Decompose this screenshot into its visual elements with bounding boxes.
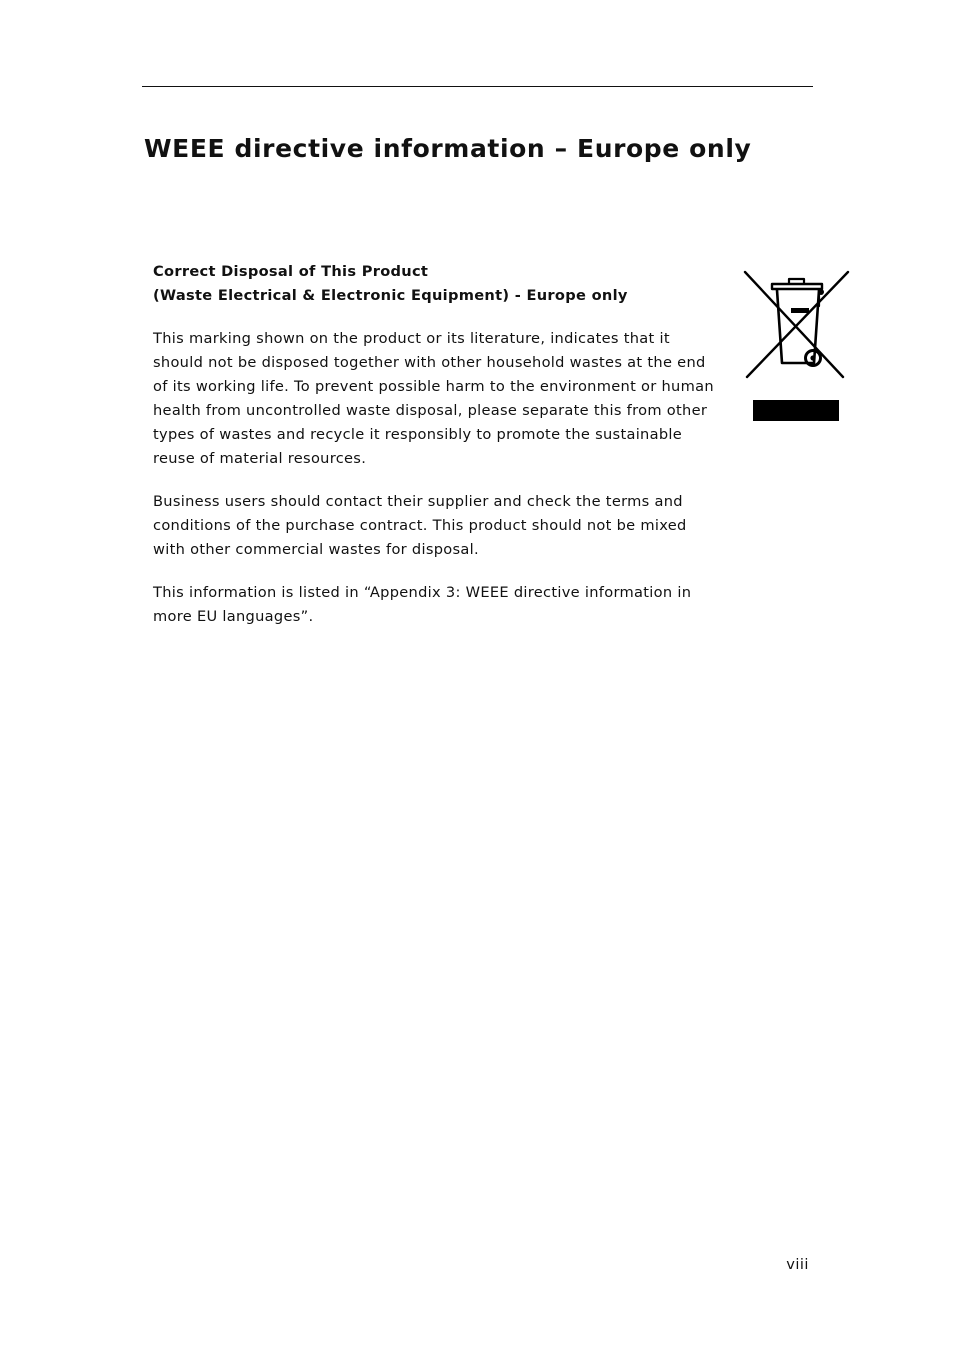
paragraph-line: Business users should contact their supplier and check the terms and bbox=[153, 493, 683, 510]
paragraph-line: of its working life. To prevent possible harm to the environment or human bbox=[153, 378, 714, 395]
section-heading-line-2: (Waste Electrical & Electronic Equipment) - Europe only bbox=[153, 287, 628, 304]
weee-black-bar bbox=[753, 400, 839, 421]
paragraph-line: This marking shown on the product or its literature, indicates that it bbox=[153, 330, 670, 347]
paragraph-marking bbox=[153, 327, 723, 471]
paragraph-line: more EU languages”. bbox=[153, 608, 314, 625]
paragraph-business-users bbox=[153, 490, 723, 562]
paragraph-line: with other commercial wastes for disposal. bbox=[153, 541, 479, 558]
paragraph-line: should not be disposed together with other household wastes at the end bbox=[153, 354, 706, 371]
paragraph-line: health from uncontrolled waste disposal, please separate this from other bbox=[153, 402, 708, 419]
crossed-out-wheelie-bin-icon bbox=[742, 268, 850, 380]
paragraph-line: conditions of the purchase contract. This product should not be mixed bbox=[153, 517, 687, 534]
paragraph-line: types of wastes and recycle it responsibly to promote the sustainable bbox=[153, 426, 683, 443]
top-rule bbox=[142, 86, 813, 87]
weee-section bbox=[153, 260, 723, 629]
page-title: WEEE directive information – Europe only bbox=[144, 134, 752, 163]
paragraph-line: reuse of material resources. bbox=[153, 450, 367, 467]
section-heading-line-1: Correct Disposal of This Product bbox=[153, 263, 429, 280]
paragraph-line: This information is listed in “Appendix 3: WEEE directive information in bbox=[153, 584, 692, 601]
page-number: viii bbox=[786, 1256, 809, 1273]
paragraph-appendix-reference bbox=[153, 581, 723, 629]
